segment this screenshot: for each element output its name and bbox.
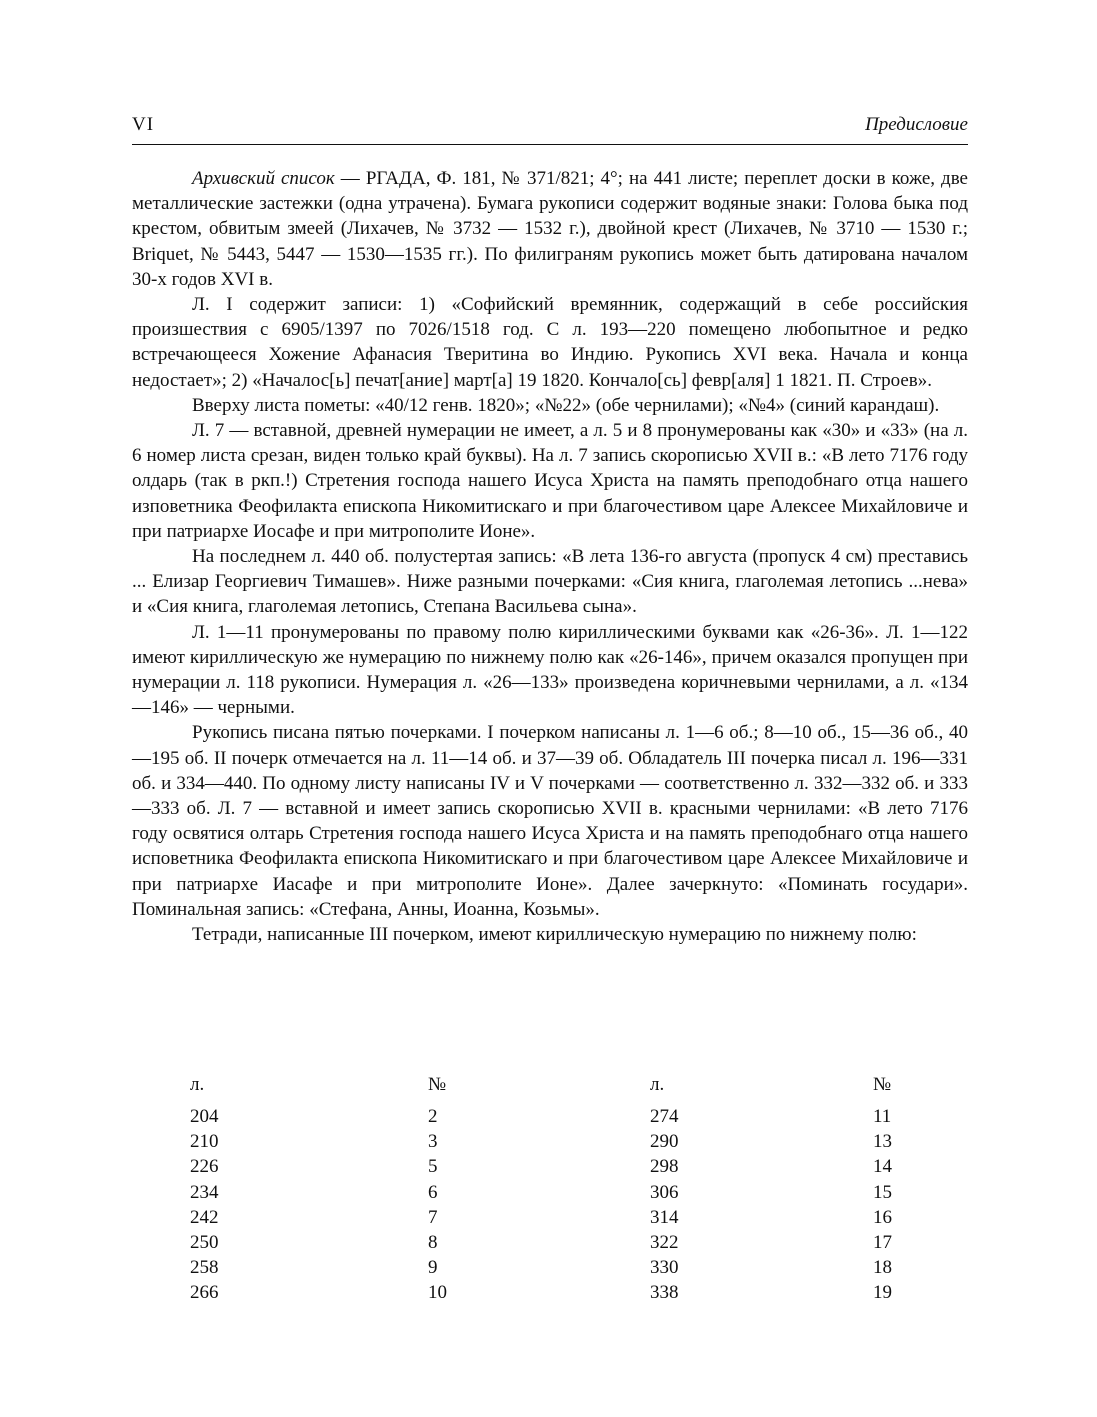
table-cell: 234 — [190, 1181, 219, 1203]
table-cell: 18 — [873, 1257, 892, 1279]
table-cell: 298 — [650, 1156, 679, 1178]
table-cell: 290 — [650, 1131, 679, 1153]
table-cell: 314 — [650, 1206, 679, 1228]
paragraph-numeration: Л. 1—11 пронумерованы по правому полю кириллическими буквами как «26-36». Л. 1—122 имеют кириллическую же нумерацию по нижнему полю как «26-146», причем оказался пропущен при нумерации л. 118 рукописи. Нумерация л. «26—133» произведена коричневыми чернилами, а л. «134—146» — черными. — [132, 621, 968, 719]
table-cell: 14 — [873, 1156, 892, 1178]
table-cell: 204 — [190, 1106, 219, 1127]
table-cell: 306 — [650, 1181, 679, 1203]
paragraph-hands: Рукопись писана пятью почерками. I почерком написаны л. 1—6 об.; 8—10 об., 15—36 об., 40—195 об. II почерк отмечается на л. 11—14 об. и 37—39 об. Обладатель III почерка писал л. 196—331 об. и 334—440. По одному листу написаны IV и V почерками — соответственно л. 332—332 об. и 333—333 об. Л. 7 — вставной и имеет запись скорописью XVII в. красными чернилами: «В лето 7176 году освятися олтарь Стретения господа нашего Исуса Христа и на память преподобнаго отца нашего исповетника Феофилакта епископа Никомитискаго и при благочестивом царе Алексее Михайловиче и при патриархе Иасафе и при митрополите Ионе». Далее зачеркнуто: «Поминать государи». Поминальная запись: «Стефана, Анны, Иоанна, Козьмы». — [132, 722, 968, 920]
table-cell: 19 — [873, 1282, 892, 1304]
table-header-cell: л. — [650, 1074, 665, 1095]
paragraph-last-leaf: На последнем л. 440 об. полустертая запись: «В лета 136-го августа (пропуск 4 см) преставись ... Елизар Георгиевич Тимашев». Ниже разными почерками: «Сия книга, глаголемая летопись ...нева» и «Сия книга, глаголемая летопись, Степана Васильева сына». — [132, 546, 968, 618]
table-cell: 7 — [428, 1206, 438, 1228]
paragraph-archive-copy — [132, 166, 968, 292]
paragraph-leaf-i: Л. I содержит записи: 1) «Софийский времянник, содержащий в себе российския произшествия с 6905/1397 по 7026/1518 год. С л. 193—220 помещено любопытное и редко встречающееся Хожение Афанасия Тверитина во Индию. Рукопись XVI века. Начала и конца недостает»; 2) «Началос[ь] печат[ание] март[а] 19 1820. Кончало[сь] февр[аля] 1 1821. П. Строев». — [132, 294, 968, 391]
table-cell: 322 — [650, 1232, 679, 1253]
table-cell: 13 — [873, 1131, 892, 1153]
table-cell: 10 — [428, 1282, 447, 1304]
table-cell: 226 — [190, 1156, 219, 1178]
paragraph-leaf-7: Л. 7 — вставной, древней нумерации не имеет, а л. 5 и 8 пронумерованы как «30» и «33» (на л. 6 номер листа срезан, виден только край буквы). На л. 7 запись скорописью XVII в.: «В лето 7176 году олдарь (так в ркп.!) Стретения господа нашего Исуса Христа на память преподобнаго отца нашего изповетника Феофилакта епископа Никомитискаго и при благочестивом царе Алексее Михайловиче и при патриархе Иосафе и при митрополите Ионе». — [132, 420, 968, 542]
table-header-cell: № — [873, 1074, 892, 1095]
table-cell: 338 — [650, 1282, 679, 1304]
paragraph-text: — РГАДА, Ф. 181, № 371/821; 4°; на 441 листе; переплет доски в коже, две металлические застежки (одна утрачена). Бумага рукописи содержит водяные знаки: Голова быка под крестом, обвитым змеей (Лихачев, № 3732 — 1532 г.), двойной крест (Лихачев, № 3710 — 1530 г.; Briquet, № 5443, 5447 — 1530—1535 гг.). По филиграням рукопись может быть датирована началом 30-х годов XVI в. — [132, 168, 968, 290]
table-cell: 330 — [650, 1257, 679, 1279]
table-cell: 8 — [428, 1232, 438, 1253]
table-cell: 6 — [428, 1181, 438, 1203]
paragraph-marks: Вверху листа пометы: «40/12 генв. 1820»; «№22» (обе чернилами); «№4» (синий карандаш). — [192, 394, 940, 416]
table-cell: 266 — [190, 1282, 219, 1304]
table-cell: 9 — [428, 1257, 438, 1279]
table-cell: 258 — [190, 1257, 219, 1279]
table-cell: 16 — [873, 1206, 892, 1228]
table-cell: 2 — [428, 1106, 438, 1127]
table-cell: 274 — [650, 1106, 679, 1127]
paragraph-quires: Тетради, написанные III почерком, имеют кириллическую нумерацию по нижнему полю: — [192, 924, 917, 946]
table-cell: 210 — [190, 1131, 219, 1153]
table-header-cell: л. — [190, 1074, 205, 1095]
page-number: VI — [132, 114, 155, 135]
table-cell: 15 — [873, 1181, 892, 1203]
table-cell: 250 — [190, 1232, 219, 1253]
running-title: Предисловие — [865, 114, 968, 135]
table-cell: 11 — [873, 1106, 892, 1127]
table-cell: 5 — [428, 1156, 438, 1178]
page-header — [132, 112, 968, 145]
table-cell: 242 — [190, 1206, 219, 1228]
table-cell: 3 — [428, 1131, 438, 1153]
table-header-cell: № — [428, 1074, 447, 1095]
table-cell: 17 — [873, 1232, 892, 1253]
archive-copy-label: Архивский список — [192, 168, 335, 189]
body-text — [132, 166, 968, 947]
